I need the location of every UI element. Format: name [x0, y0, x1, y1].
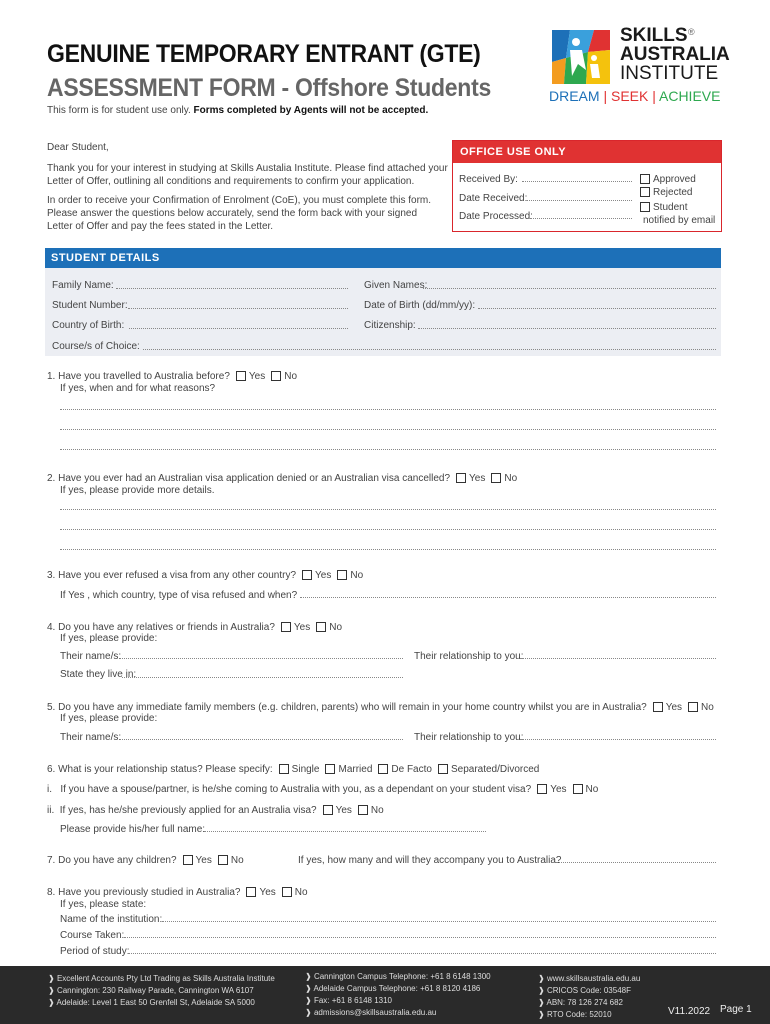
- country-birth-label: Country of Birth:: [52, 320, 125, 331]
- given-names-label: Given Names:: [364, 280, 428, 291]
- q8-text: 8. Have you previously studied in Australia?: [47, 887, 241, 898]
- q6i-no-checkbox[interactable]: [573, 784, 583, 794]
- bullet-icon: ❱: [538, 974, 545, 983]
- student-notified-l1: Student: [653, 202, 688, 213]
- footer-cricos: [538, 985, 631, 997]
- footer-website-link[interactable]: www.skillsaustralia.edu.au: [546, 974, 641, 983]
- separated-label: Separated/Divorced: [450, 764, 540, 775]
- q4-relationship-field[interactable]: [520, 658, 716, 659]
- q1-no-checkbox[interactable]: [271, 371, 281, 381]
- footer-company: [48, 973, 275, 985]
- student-number-field[interactable]: [128, 308, 348, 309]
- student-number-label: Student Number:: [52, 300, 128, 311]
- received-by-field[interactable]: [522, 181, 632, 182]
- student-details-heading: STUDENT DETAILS: [45, 248, 721, 268]
- footer-abn: [538, 997, 623, 1009]
- tagline-sep1: |: [603, 88, 608, 104]
- footer-abn-text: ABN: 78 126 274 682: [546, 998, 623, 1007]
- footer-adelaide-address: [48, 997, 255, 1009]
- married-checkbox[interactable]: [325, 764, 335, 774]
- footer-rto-text: RTO Code: 52010: [546, 1010, 612, 1019]
- q3-no-checkbox[interactable]: [337, 570, 347, 580]
- q8-period-label: Period of study:: [60, 946, 130, 957]
- bullet-icon: ❱: [538, 1010, 545, 1019]
- married-label: Married: [338, 764, 373, 775]
- q4-relationship-label: Their relationship to you:: [414, 651, 524, 662]
- footer-website[interactable]: [538, 973, 640, 985]
- q3-sub: If Yes , which country, type of visa refused and when?: [60, 590, 298, 601]
- q8-no-label: No: [294, 887, 308, 898]
- q4-names-label: Their name/s:: [60, 651, 122, 662]
- q2-answer-line-3[interactable]: [60, 549, 716, 550]
- q1-no-label: No: [284, 371, 298, 382]
- footer-cannington-address: [48, 985, 254, 997]
- single-checkbox[interactable]: [279, 764, 289, 774]
- logo-reg: ®: [688, 27, 695, 37]
- footer-email[interactable]: [305, 1007, 436, 1019]
- q8-inst-label: Name of the institution:: [60, 914, 163, 925]
- footer-email-link[interactable]: admissions@skillsaustralia.edu.au: [313, 1008, 437, 1017]
- q4-no-label: No: [329, 622, 343, 633]
- q2-yes-checkbox[interactable]: [456, 473, 466, 483]
- q6-text: 6. What is your relationship status? Please specify:: [47, 764, 273, 775]
- dob-field[interactable]: [478, 308, 716, 309]
- bullet-icon: ❱: [48, 986, 55, 995]
- courses-field[interactable]: [143, 349, 716, 350]
- separated-checkbox[interactable]: [438, 764, 448, 774]
- intro-para1-l2: Letter of Offer, outlining all conditions and requirements to confirm your application.: [47, 176, 415, 187]
- defacto-label: De Facto: [391, 764, 432, 775]
- q4-state-field[interactable]: [122, 677, 403, 678]
- logo-graphic: [550, 28, 612, 86]
- logo-tagline: [549, 88, 720, 104]
- country-birth-field[interactable]: [129, 328, 348, 329]
- footer-company-text: Excellent Accounts Pty Ltd Trading as Skills Australia Institute: [56, 974, 275, 983]
- greeting: Dear Student,: [47, 142, 109, 153]
- date-processed-field[interactable]: [530, 218, 632, 219]
- q6ii-no-label: No: [370, 805, 384, 816]
- tagline-seek: SEEK: [610, 88, 649, 104]
- q3-no-label: No: [350, 570, 364, 581]
- q8-yes-checkbox[interactable]: [246, 887, 256, 897]
- notice: [47, 105, 428, 116]
- footer-adelaide-text: Adelaide: Level 1 East 50 Grenfell St, Adelaide SA 5000: [56, 998, 255, 1007]
- received-by-label: Received By:: [459, 174, 518, 185]
- q8-course-field[interactable]: [124, 937, 716, 938]
- citizenship-field[interactable]: [418, 328, 716, 329]
- q7-yes-checkbox[interactable]: [183, 855, 193, 865]
- footer-cannington-text: Cannington: 230 Railway Parade, Cannington WA 6107: [56, 986, 254, 995]
- q5-yes-checkbox[interactable]: [653, 702, 663, 712]
- q2-text: 2. Have you ever had an Australian visa application denied or an Australian visa cancelled?: [47, 473, 451, 484]
- q6ii-yes-checkbox[interactable]: [323, 805, 333, 815]
- footer-adelaide-phone-text: Adelaide Campus Telephone: +61 8 8120 4186: [313, 984, 481, 993]
- q5-relationship-label: Their relationship to you:: [414, 732, 524, 743]
- q7-question: [47, 853, 244, 868]
- q3-text: 3. Have you ever refused a visa from any other country?: [47, 570, 297, 581]
- defacto-checkbox[interactable]: [378, 764, 388, 774]
- q1-answer-line-2[interactable]: [60, 429, 716, 430]
- q6ii-no-checkbox[interactable]: [358, 805, 368, 815]
- q2-answer-line-1[interactable]: [60, 509, 716, 510]
- q6i-no-label: No: [585, 784, 599, 795]
- footer-version: V11.2022: [668, 1006, 711, 1017]
- intro-para2-l1: In order to receive your Confirmation of Enrolment (CoE), you must complete this form.: [47, 195, 432, 206]
- date-processed-label: Date Processed:: [459, 211, 533, 222]
- q6-ii: [47, 803, 384, 818]
- q4-yes-checkbox[interactable]: [281, 622, 291, 632]
- q8-no-checkbox[interactable]: [282, 887, 292, 897]
- footer-adelaide-phone: [305, 983, 480, 995]
- q1-yes-label: Yes: [248, 371, 266, 382]
- intro-para1-l1: Thank you for your interest in studying at Skills Austalia Institute. Please find attached your: [47, 163, 448, 174]
- q8-sub: If yes, please state:: [60, 899, 147, 910]
- q6-i-text: i. If you have a spouse/partner, is he/she coming to Australia with you, as a dependant on your student visa?: [47, 784, 532, 795]
- student-notified-checkbox[interactable]: [640, 202, 650, 212]
- q4-state-label: State they live in:: [60, 669, 137, 680]
- given-names-field[interactable]: [423, 288, 716, 289]
- bullet-icon: ❱: [305, 996, 312, 1005]
- footer-rto: [538, 1009, 612, 1021]
- q4-no-checkbox[interactable]: [316, 622, 326, 632]
- logo-text-skills: SKILLS: [620, 25, 688, 46]
- q7-no-checkbox[interactable]: [218, 855, 228, 865]
- footer-fax: [305, 995, 392, 1007]
- q4-names-field[interactable]: [120, 658, 403, 659]
- q8-course-label: Course Taken:: [60, 930, 125, 941]
- tagline-dream: DREAM: [549, 88, 600, 104]
- q5-sub: If yes, please provide:: [60, 713, 158, 724]
- q3-answer-field[interactable]: [300, 597, 716, 598]
- q3-question: [47, 568, 363, 583]
- q2-sub: If yes, please provide more details.: [60, 485, 215, 496]
- q4-sub: If yes, please provide:: [60, 633, 158, 644]
- tagline-achieve: ACHIEVE: [659, 88, 721, 104]
- footer: [0, 966, 770, 1024]
- approved-checkbox[interactable]: [640, 174, 650, 184]
- logo-text-institute: INSTITUTE: [620, 63, 719, 84]
- footer-cricos-text: CRICOS Code: 03548F: [546, 986, 631, 995]
- form-title: GENUINE TEMPORARY ENTRANT (GTE): [47, 40, 481, 68]
- footer-fax-text: Fax: +61 8 6148 1310: [313, 996, 392, 1005]
- q1-text: 1. Have you travelled to Australia before?: [47, 371, 230, 382]
- bullet-icon: ❱: [305, 1008, 312, 1017]
- q2-no-checkbox[interactable]: [491, 473, 501, 483]
- courses-label: Course/s of Choice:: [52, 341, 140, 352]
- q6i-yes-checkbox[interactable]: [537, 784, 547, 794]
- q4-yes-label: Yes: [293, 622, 311, 633]
- office-use-heading: OFFICE USE ONLY: [453, 141, 721, 163]
- q3-yes-checkbox[interactable]: [302, 570, 312, 580]
- logo-text-australia: AUSTRALIA: [620, 44, 730, 65]
- student-notified-l2: notified by email: [643, 215, 716, 226]
- bullet-icon: ❱: [305, 972, 312, 981]
- q2-yes-label: Yes: [469, 473, 486, 484]
- bullet-icon: ❱: [538, 998, 545, 1007]
- notice-bold: Forms completed by Agents will not be accepted.: [193, 105, 429, 116]
- q5-names-field[interactable]: [120, 739, 403, 740]
- bullet-icon: ❱: [538, 986, 545, 995]
- q8-yes-label: Yes: [259, 887, 276, 898]
- q8-period-field[interactable]: [128, 953, 716, 954]
- citizenship-label: Citizenship:: [364, 320, 416, 331]
- bullet-icon: ❱: [48, 974, 55, 983]
- q7-no-label: No: [230, 855, 244, 866]
- rejected-label: Rejected: [653, 187, 693, 198]
- intro-para2-l3: Letter of Offer and pay the fees stated in the Letter.: [47, 221, 274, 232]
- family-name-label: Family Name:: [52, 280, 114, 291]
- notice-plain: This form is for student use only.: [47, 105, 194, 116]
- q7-follow: If yes, how many and will they accompany you to Australia?: [298, 855, 562, 866]
- q1-answer-line-3[interactable]: [60, 449, 716, 450]
- bullet-icon: ❱: [48, 998, 55, 1007]
- single-label: Single: [291, 764, 320, 775]
- q5-relationship-field[interactable]: [520, 739, 716, 740]
- q5-names-label: Their name/s:: [60, 732, 122, 743]
- bullet-icon: ❱: [305, 984, 312, 993]
- approved-label: Approved: [653, 174, 696, 185]
- rejected-option[interactable]: [640, 185, 692, 200]
- date-received-field[interactable]: [527, 200, 632, 201]
- q5-no-checkbox[interactable]: [688, 702, 698, 712]
- q5-no-label: No: [701, 702, 714, 713]
- form-subtitle: ASSESSMENT FORM - Offshore Students: [47, 74, 491, 102]
- q5-text: 5. Do you have any immediate family members (e.g. children, parents) who will remain in your home country whilst you are in Australia?: [47, 702, 647, 713]
- q8-inst-field[interactable]: [162, 921, 716, 922]
- rejected-checkbox[interactable]: [640, 187, 650, 197]
- q3-yes-label: Yes: [315, 570, 332, 581]
- footer-cannington-phone-text: Cannington Campus Telephone: +61 8 6148 1300: [313, 972, 491, 981]
- q7-answer-field[interactable]: [556, 862, 716, 863]
- q2-no-label: No: [504, 473, 518, 484]
- q6-i: [47, 782, 598, 797]
- tagline-sep2: |: [652, 88, 656, 104]
- footer-page: Page 1: [720, 1004, 752, 1015]
- q4-text: 4. Do you have any relatives or friends in Australia?: [47, 622, 275, 633]
- q1-answer-line-1[interactable]: [60, 409, 716, 410]
- q6-fullname-label: Please provide his/her full name:: [60, 824, 206, 835]
- q6i-yes-label: Yes: [550, 784, 567, 795]
- q1-yes-checkbox[interactable]: [236, 371, 246, 381]
- dob-label: Date of Birth (dd/mm/yy):: [364, 300, 476, 311]
- q2-answer-line-2[interactable]: [60, 529, 716, 530]
- q6-fullname-field[interactable]: [204, 831, 486, 832]
- q7-text: 7. Do you have any children?: [47, 855, 177, 866]
- date-received-label: Date Received:: [459, 193, 528, 204]
- footer-cannington-phone: [305, 971, 491, 983]
- q6-ii-text: ii. If yes, has he/she previously applied for an Australia visa?: [47, 805, 317, 816]
- q5-yes-label: Yes: [665, 702, 683, 713]
- intro-para2-l2: Please answer the questions below accurately, send the form back with your signed: [47, 208, 418, 219]
- q6ii-yes-label: Yes: [335, 805, 352, 816]
- q7-yes-label: Yes: [195, 855, 212, 866]
- q1-sub: If yes, when and for what reasons?: [60, 383, 216, 394]
- q6-question: [47, 762, 539, 777]
- family-name-field[interactable]: [116, 288, 348, 289]
